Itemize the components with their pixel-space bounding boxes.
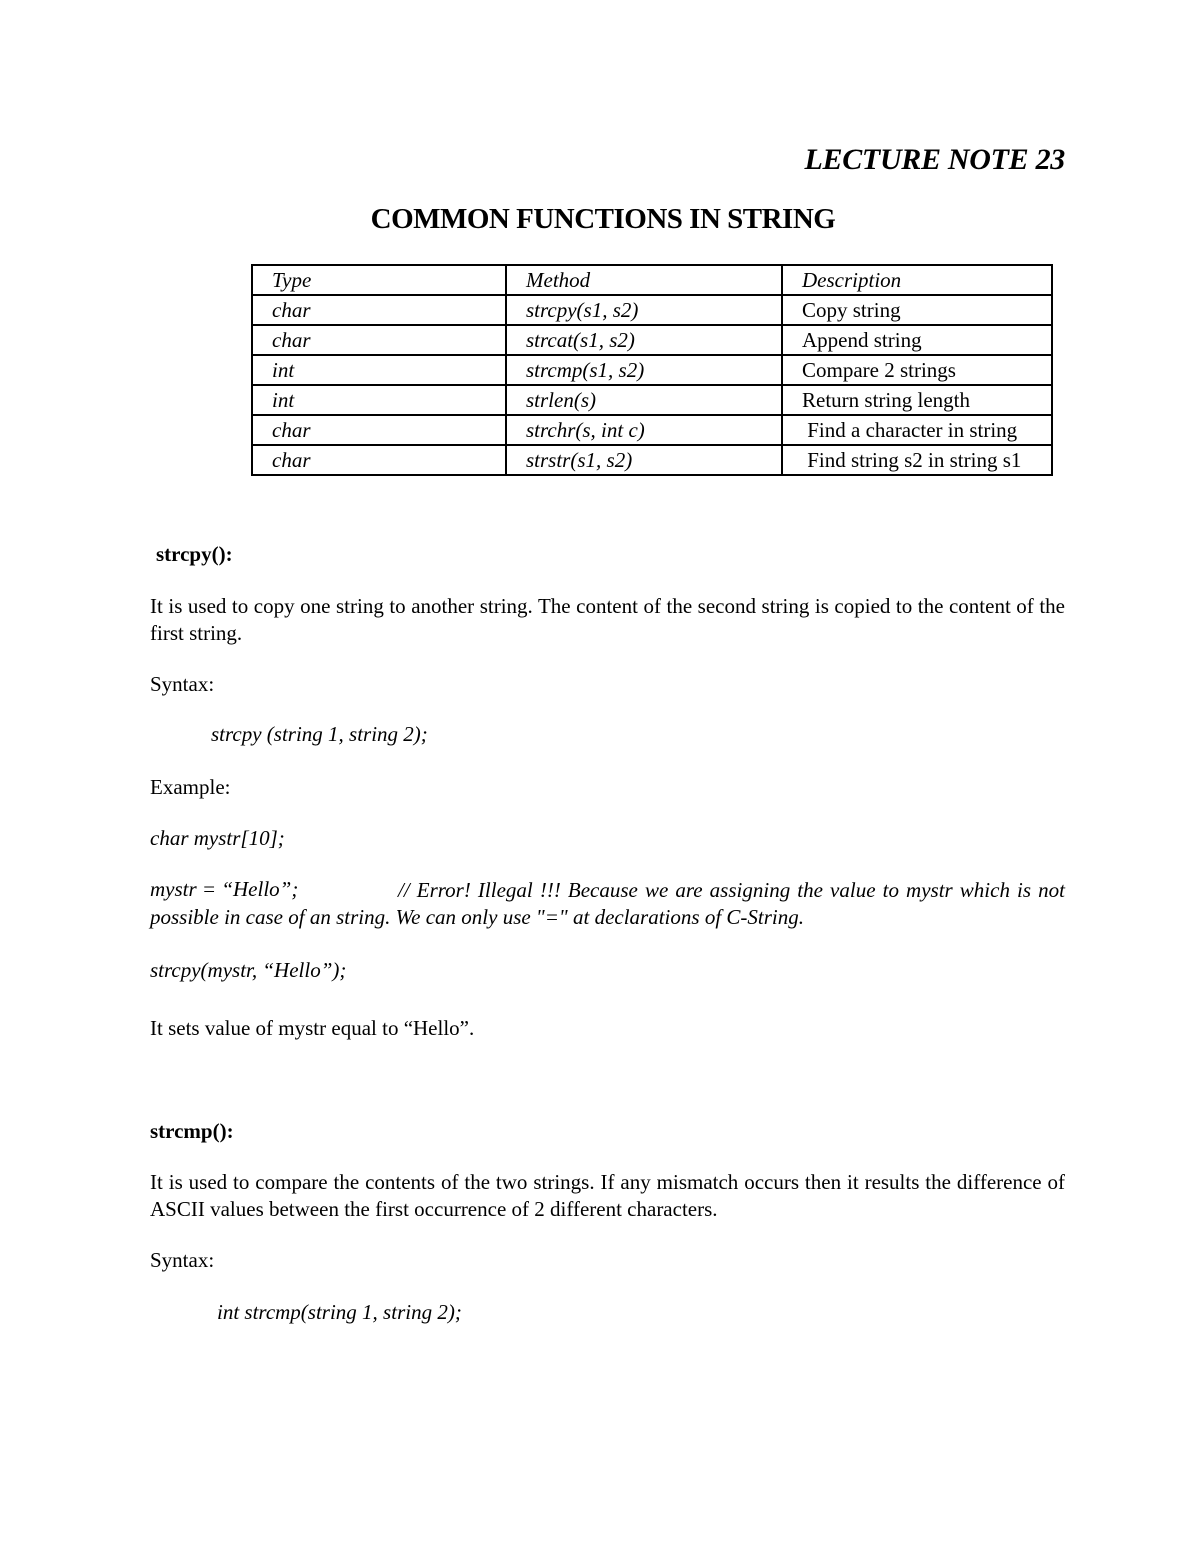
cell-type: char bbox=[252, 445, 506, 475]
cell-method: strcat(s1, s2) bbox=[506, 325, 782, 355]
cell-method: strcmp(s1, s2) bbox=[506, 355, 782, 385]
table-row bbox=[252, 295, 1052, 325]
strcmp-syntax: int strcmp(string 1, string 2); bbox=[217, 1300, 462, 1324]
table-row bbox=[252, 445, 1052, 475]
cell-description: Return string length bbox=[782, 385, 1052, 415]
table-row bbox=[252, 385, 1052, 415]
page-title: COMMON FUNCTIONS IN STRING bbox=[370, 203, 836, 235]
header-description: Description bbox=[782, 265, 1052, 295]
strcmp-description: It is used to compare the contents of the two strings. If any mismatch occurs then it results the difference of ASCII values between the first occurrence of 2 different characters. bbox=[150, 1170, 1065, 1221]
cell-description: Find a character in string bbox=[782, 415, 1052, 445]
table-row bbox=[252, 325, 1052, 355]
cell-description: Find string s2 in string s1 bbox=[782, 445, 1052, 475]
example-label: Example: bbox=[150, 775, 231, 799]
cell-method: strlen(s) bbox=[506, 385, 782, 415]
cell-description: Copy string bbox=[782, 295, 1052, 325]
strcpy-description: It is used to copy one string to another string. The content of the second string is copied to the content of the first string. bbox=[150, 594, 1065, 645]
example-declaration: char mystr[10]; bbox=[150, 826, 285, 850]
cell-type: char bbox=[252, 295, 506, 325]
example-error-comment: // Error! Illegal !!! Because we are assigning the value to mystr which is not possible in case of an string. We can only use "=" at declarations of C-String. bbox=[150, 878, 1065, 929]
table-header-row bbox=[252, 265, 1052, 295]
strcpy-result: It sets value of mystr equal to “Hello”. bbox=[150, 1016, 475, 1040]
lecture-note-number: LECTURE NOTE 23 bbox=[804, 143, 1065, 176]
table-row bbox=[252, 355, 1052, 385]
strcpy-heading: strcpy(): bbox=[156, 542, 233, 566]
cell-type: char bbox=[252, 325, 506, 355]
cell-type: int bbox=[252, 385, 506, 415]
strcpy-syntax-label: Syntax: bbox=[150, 672, 215, 696]
header-type: Type bbox=[252, 265, 506, 295]
strcmp-syntax-label: Syntax: bbox=[150, 1248, 215, 1272]
cell-method: strcpy(s1, s2) bbox=[506, 295, 782, 325]
cell-description: Compare 2 strings bbox=[782, 355, 1052, 385]
strcpy-syntax: strcpy (string 1, string 2); bbox=[211, 722, 428, 746]
table-row bbox=[252, 415, 1052, 445]
example-error-code: mystr = “Hello”; bbox=[150, 877, 299, 901]
string-functions-table bbox=[251, 264, 1053, 476]
header-method: Method bbox=[506, 265, 782, 295]
example-strcpy-call: strcpy(mystr, “Hello”); bbox=[150, 958, 347, 982]
cell-method: strchr(s, int c) bbox=[506, 415, 782, 445]
cell-type: char bbox=[252, 415, 506, 445]
strcmp-heading: strcmp(): bbox=[150, 1119, 234, 1143]
cell-method: strstr(s1, s2) bbox=[506, 445, 782, 475]
cell-description: Append string bbox=[782, 325, 1052, 355]
cell-type: int bbox=[252, 355, 506, 385]
